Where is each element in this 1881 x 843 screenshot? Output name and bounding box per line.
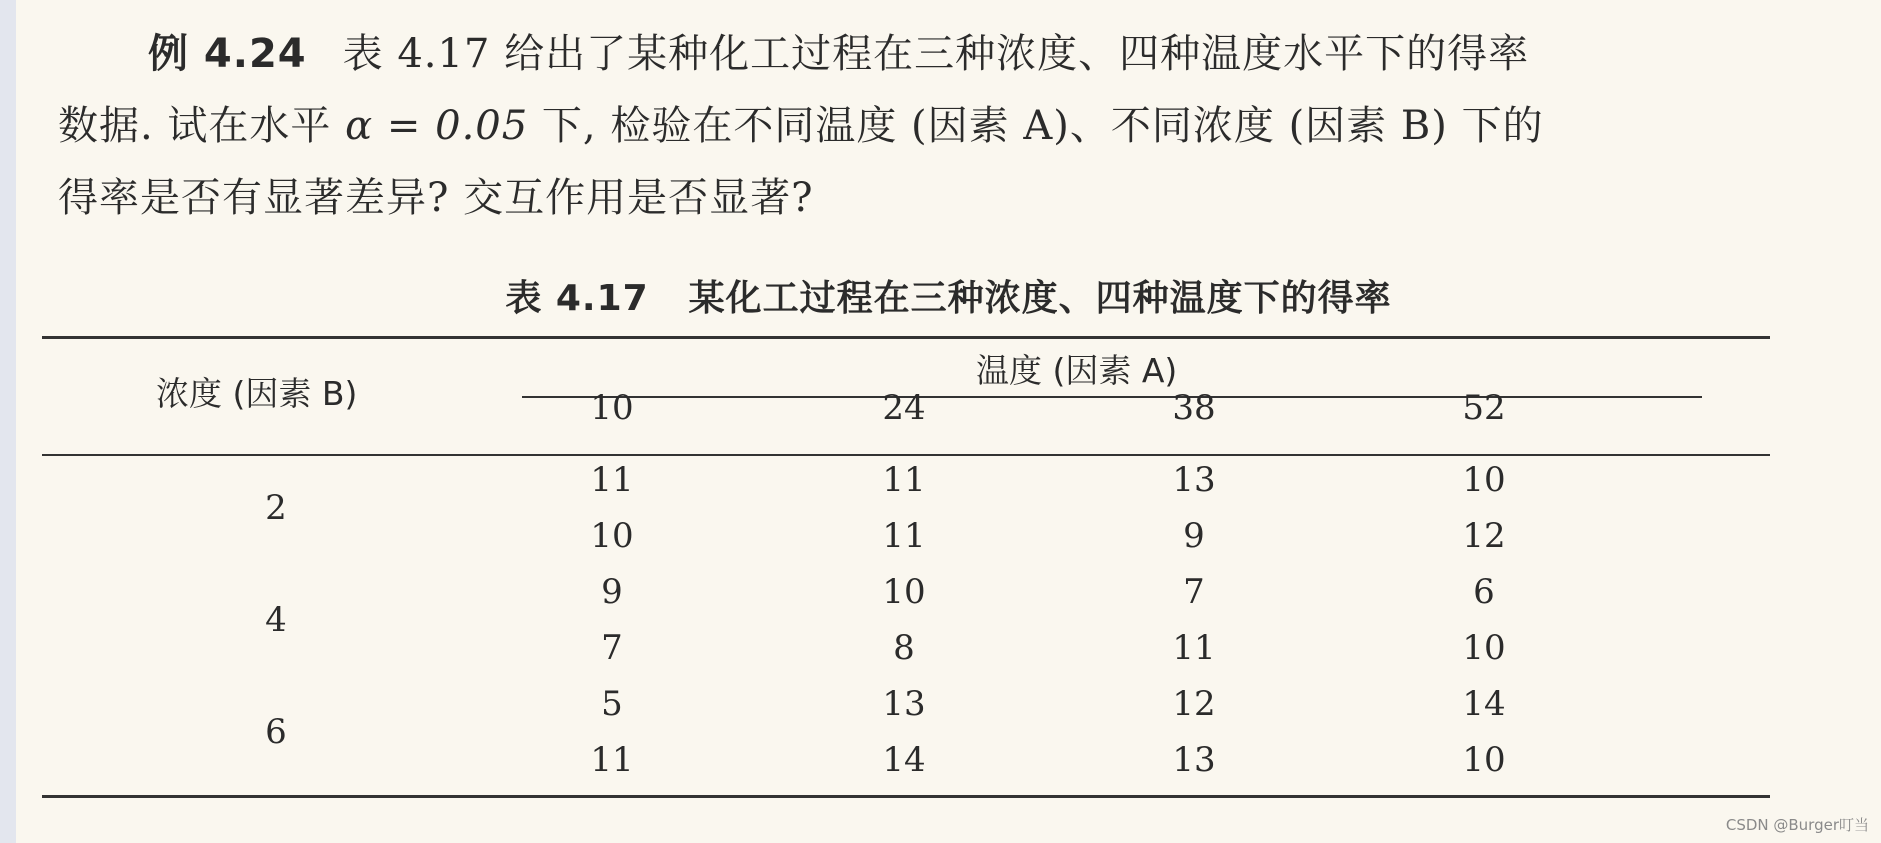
- table-cell: 5: [601, 684, 623, 724]
- problem-line-3: [58, 162, 1778, 234]
- table-cell: 13: [1172, 740, 1216, 780]
- table-cell: 6: [1473, 572, 1495, 612]
- table-cell: 11: [882, 516, 926, 556]
- temperature-header: 10: [590, 388, 634, 428]
- table-cell: 11: [1172, 628, 1216, 668]
- table-cell: 10: [1462, 740, 1506, 780]
- table-cell: 13: [882, 684, 926, 724]
- problem-line-1: [58, 18, 1778, 90]
- table-cell: 12: [1172, 684, 1216, 724]
- table-bottom-rule: [42, 795, 1770, 798]
- document-page: [16, 0, 1881, 843]
- concentration-level: 4: [265, 600, 287, 640]
- table-caption: [16, 270, 1881, 321]
- concentration-level: 6: [265, 712, 287, 752]
- table-cell: 8: [893, 628, 915, 668]
- table-cell: 10: [1462, 628, 1506, 668]
- watermark: CSDN @Burger叮当: [1725, 816, 1869, 834]
- table-title: 某化工过程在三种浓度、四种温度下的得率: [688, 278, 1392, 319]
- alpha-level: α = 0.05: [345, 103, 529, 149]
- table-cell: 11: [590, 740, 634, 780]
- table-cell: 10: [590, 516, 634, 556]
- left-border-strip: [0, 0, 16, 843]
- table-cell: 13: [1172, 460, 1216, 500]
- table-cell: 10: [1462, 460, 1506, 500]
- table-cell: 14: [1462, 684, 1506, 724]
- table-top-rule: [42, 336, 1770, 339]
- factor-b-header: 浓度 (因素 B): [156, 374, 358, 413]
- example-label: 例 4.24: [148, 31, 307, 77]
- table-cell: 11: [590, 460, 634, 500]
- concentration-level: 2: [265, 488, 287, 528]
- table-cell: 14: [882, 740, 926, 780]
- problem-line-2: [58, 90, 1778, 162]
- table-cell: 11: [882, 460, 926, 500]
- table-cell: 9: [601, 572, 623, 612]
- table-cell: 7: [601, 628, 623, 668]
- header-bottom-rule: [42, 454, 1770, 456]
- table-cell: 9: [1183, 516, 1205, 556]
- problem-text-3: 得率是否有显著差异? 交互作用是否显著?: [58, 175, 814, 221]
- table-cell: 7: [1183, 572, 1205, 612]
- problem-text-2-pre: 数据. 试在水平: [58, 103, 346, 149]
- table-cell: 12: [1462, 516, 1506, 556]
- temperature-header: 24: [882, 388, 926, 428]
- problem-text-1: 表 4.17 给出了某种化工过程在三种浓度、四种温度水平下的得率: [342, 31, 1530, 77]
- problem-text-2-post: 下, 检验在不同温度 (因素 A)、不同浓度 (因素 B) 下的: [528, 103, 1544, 149]
- table-number: 表 4.17: [505, 278, 649, 319]
- table-cell: 10: [882, 572, 926, 612]
- factor-a-header: 温度 (因素 A): [976, 351, 1178, 390]
- problem-statement: [58, 18, 1778, 234]
- temperature-header: 52: [1462, 388, 1506, 428]
- temperature-header: 38: [1172, 388, 1216, 428]
